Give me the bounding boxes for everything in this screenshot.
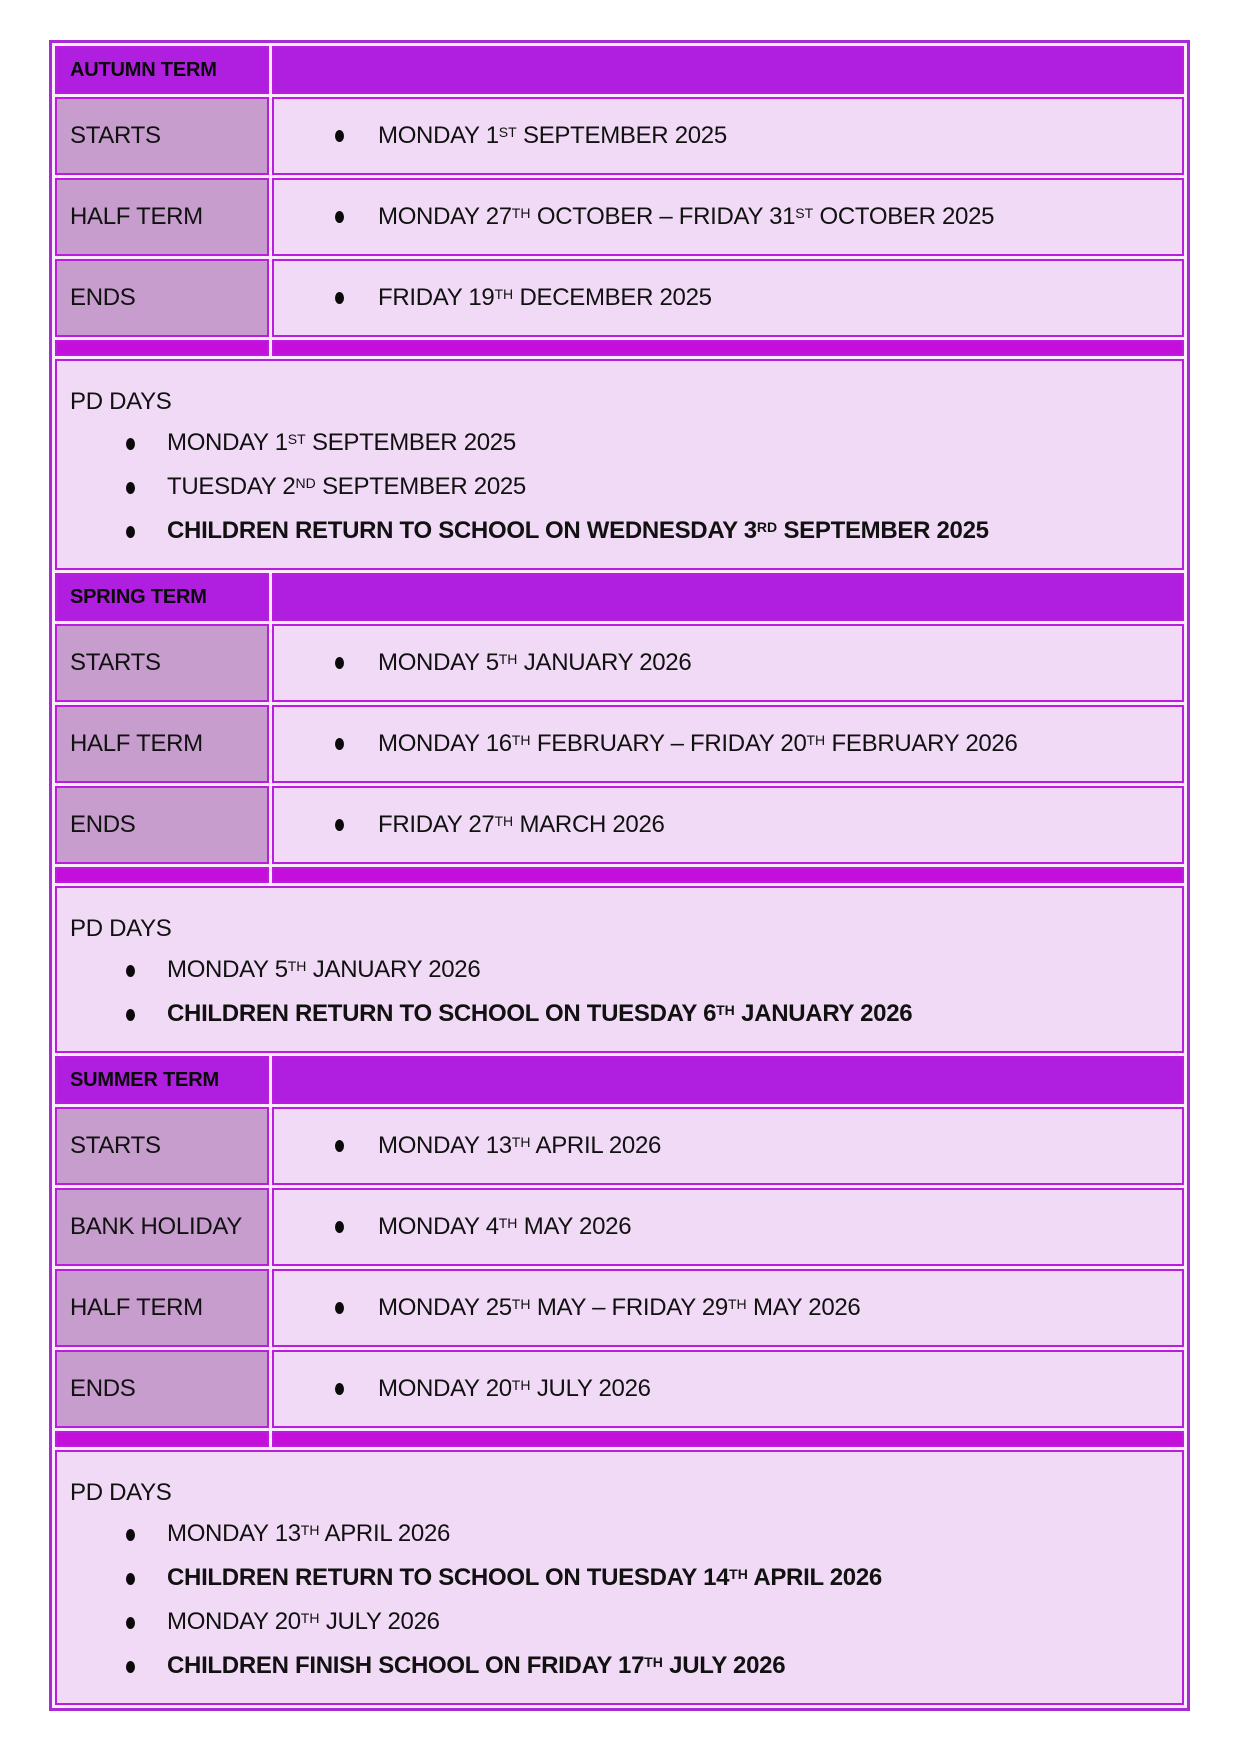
list-item (70, 949, 1172, 993)
ordinal-suffix: TH (300, 1610, 320, 1627)
ordinal-suffix: TH (498, 1215, 518, 1232)
table-row (55, 1350, 1184, 1428)
separator-cell (272, 867, 1184, 883)
bullet-icon (335, 130, 344, 142)
ordinal-suffix: TH (511, 1377, 531, 1394)
table-row (55, 1107, 1184, 1185)
row-label: ENDS (55, 786, 269, 864)
separator-row (55, 340, 1184, 356)
term-header-spacer-cell (272, 1056, 1184, 1104)
bullet-icon (126, 1529, 135, 1541)
pd-item-text: MONDAY 1ST SEPTEMBER 2025 (167, 429, 516, 456)
pd-item-text: CHILDREN FINISH SCHOOL ON FRIDAY 17TH JULY 2026 (167, 1652, 786, 1679)
date-text: MONDAY 25TH MAY – FRIDAY 29TH MAY 2026 (378, 1294, 861, 1321)
list-item (70, 1601, 1172, 1645)
pd-item-text: CHILDREN RETURN TO SCHOOL ON WEDNESDAY 3RD SEPTEMBER 2025 (167, 517, 989, 544)
separator-cell (55, 1431, 269, 1447)
row-label: BANK HOLIDAY (55, 1188, 269, 1266)
table-row (55, 1269, 1184, 1347)
separator-cell (55, 867, 269, 883)
date-text: MONDAY 27TH OCTOBER – FRIDAY 31ST OCTOBER 2025 (378, 203, 995, 230)
row-value-cell (272, 705, 1184, 783)
ordinal-suffix: TH (511, 205, 531, 222)
ordinal-suffix: TH (729, 1566, 748, 1583)
ordinal-suffix: ND (295, 475, 316, 492)
bullet-icon (335, 657, 344, 669)
bullet-icon (335, 1383, 344, 1395)
row-label: STARTS (55, 1107, 269, 1185)
ordinal-suffix: TH (511, 1134, 531, 1151)
pd-days-cell (55, 359, 1184, 570)
pd-days-cell (55, 1450, 1184, 1705)
term-header-row (55, 1056, 1184, 1104)
table-row (55, 705, 1184, 783)
bullet-icon (126, 1617, 135, 1629)
row-value-cell (272, 1188, 1184, 1266)
pd-days-row (55, 1450, 1184, 1705)
date-text: MONDAY 1ST SEPTEMBER 2025 (378, 122, 727, 149)
ordinal-suffix: TH (511, 732, 531, 749)
row-value-cell (272, 786, 1184, 864)
term-dates-table (49, 40, 1190, 1711)
pd-days-cell (55, 886, 1184, 1053)
bullet-icon (335, 211, 344, 223)
pd-days-title: PD DAYS (70, 1479, 172, 1506)
bullet-icon (335, 819, 344, 831)
bullet-icon (126, 1573, 135, 1585)
ordinal-suffix: TH (644, 1654, 663, 1671)
row-value-cell (272, 1107, 1184, 1185)
bullet-icon (335, 292, 344, 304)
row-label: HALF TERM (55, 1269, 269, 1347)
ordinal-suffix: TH (716, 1002, 735, 1019)
bullet-icon (126, 482, 135, 494)
date-text: FRIDAY 19TH DECEMBER 2025 (378, 284, 712, 311)
row-value-cell (272, 1269, 1184, 1347)
ordinal-suffix: TH (727, 1296, 747, 1313)
separator-row (55, 867, 1184, 883)
pd-item-text: MONDAY 5TH JANUARY 2026 (167, 956, 481, 983)
date-text: FRIDAY 27TH MARCH 2026 (378, 811, 665, 838)
row-label: ENDS (55, 1350, 269, 1428)
bullet-icon (335, 738, 344, 750)
bullet-icon (335, 1140, 344, 1152)
list-item (70, 993, 1172, 1037)
pd-days-title: PD DAYS (70, 388, 172, 415)
table-row (55, 178, 1184, 256)
list-item (70, 1513, 1172, 1557)
row-label: STARTS (55, 97, 269, 175)
ordinal-suffix: TH (511, 1296, 531, 1313)
pd-item-text: CHILDREN RETURN TO SCHOOL ON TUESDAY 6TH JANUARY 2026 (167, 1000, 913, 1027)
term-header-spacer-cell (272, 573, 1184, 621)
table-row (55, 1188, 1184, 1266)
list-item (70, 1645, 1172, 1689)
ordinal-suffix: TH (300, 1522, 320, 1539)
pd-days-title: PD DAYS (70, 915, 172, 942)
ordinal-suffix: ST (287, 431, 306, 448)
row-value-cell (272, 624, 1184, 702)
pd-days-row (55, 886, 1184, 1053)
term-name-cell: AUTUMN TERM (55, 46, 269, 94)
row-value-cell (272, 97, 1184, 175)
separator-row (55, 1431, 1184, 1447)
table-row (55, 97, 1184, 175)
term-header-spacer-cell (272, 46, 1184, 94)
date-text: MONDAY 13TH APRIL 2026 (378, 1132, 662, 1159)
bullet-icon (126, 1661, 135, 1673)
bullet-icon (126, 438, 135, 450)
list-item (70, 466, 1172, 510)
list-item (70, 1557, 1172, 1601)
term-name-cell: SUMMER TERM (55, 1056, 269, 1104)
bullet-icon (126, 965, 135, 977)
pd-item-text: TUESDAY 2ND SEPTEMBER 2025 (167, 473, 526, 500)
date-text: MONDAY 20TH JULY 2026 (378, 1375, 651, 1402)
term-header-row (55, 46, 1184, 94)
ordinal-suffix: TH (494, 286, 514, 303)
separator-cell (55, 340, 269, 356)
list-item (70, 422, 1172, 466)
table-row (55, 624, 1184, 702)
ordinal-suffix: ST (498, 124, 517, 141)
date-text: MONDAY 4TH MAY 2026 (378, 1213, 632, 1240)
row-value-cell (272, 178, 1184, 256)
row-label: HALF TERM (55, 178, 269, 256)
bullet-icon (335, 1221, 344, 1233)
date-text: MONDAY 16TH FEBRUARY – FRIDAY 20TH FEBRUARY 2026 (378, 730, 1018, 757)
row-label: HALF TERM (55, 705, 269, 783)
ordinal-suffix: TH (287, 958, 307, 975)
term-header-row (55, 573, 1184, 621)
ordinal-suffix: RD (756, 519, 778, 536)
row-value-cell (272, 1350, 1184, 1428)
row-value-cell (272, 259, 1184, 337)
pd-item-text: CHILDREN RETURN TO SCHOOL ON TUESDAY 14TH APRIL 2026 (167, 1564, 882, 1591)
bullet-icon (335, 1302, 344, 1314)
separator-cell (272, 340, 1184, 356)
row-label: STARTS (55, 624, 269, 702)
bullet-icon (126, 526, 135, 538)
pd-item-text: MONDAY 13TH APRIL 2026 (167, 1520, 451, 1547)
ordinal-suffix: TH (494, 813, 514, 830)
table-row (55, 259, 1184, 337)
ordinal-suffix: TH (498, 651, 518, 668)
date-text: MONDAY 5TH JANUARY 2026 (378, 649, 692, 676)
term-name-cell: SPRING TERM (55, 573, 269, 621)
list-item (70, 510, 1172, 554)
ordinal-suffix: TH (806, 732, 826, 749)
ordinal-suffix: ST (795, 205, 814, 222)
row-label: ENDS (55, 259, 269, 337)
pd-days-row (55, 359, 1184, 570)
separator-cell (272, 1431, 1184, 1447)
bullet-icon (126, 1009, 135, 1021)
table-row (55, 786, 1184, 864)
pd-item-text: MONDAY 20TH JULY 2026 (167, 1608, 440, 1635)
